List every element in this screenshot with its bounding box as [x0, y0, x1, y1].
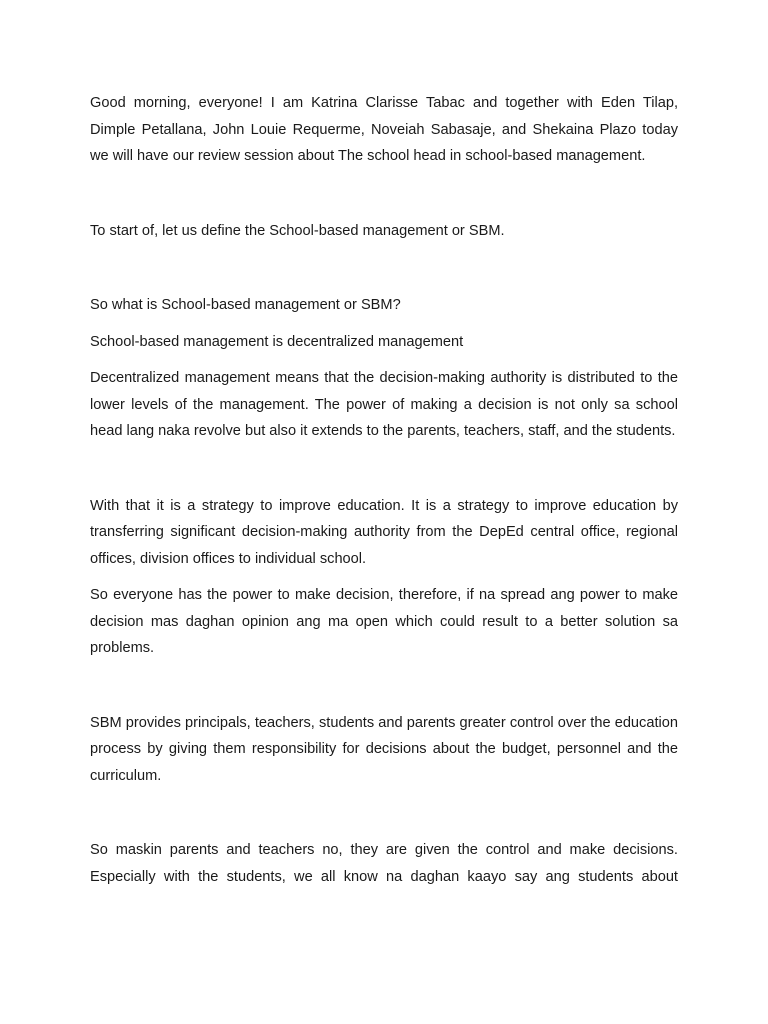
- paragraph-greeting: Good morning, everyone! I am Katrina Clarisse Tabac and together with Eden Tilap, Dimple Petallana, John Louie Requerme, Noveiah Sabasaje, and Shekaina Plazo today we will have our review session about The school head in school-based management.: [90, 95, 678, 164]
- paragraph-sbm-provides: SBM provides principals, teachers, students and parents greater control over the education process by giving them responsibility for decisions about the budget, personnel and the curriculum.: [90, 714, 678, 784]
- paragraph-power: So everyone has the power to make decision, therefore, if na spread ang power to make decision mas daghan opinion ang ma open which could result to a better solution sa problems.: [90, 587, 678, 656]
- paragraph-question-sbm: So what is School-based management or SBM?: [90, 297, 401, 313]
- paragraph-strategy: With that it is a strategy to improve education. It is a strategy to improve education by transferring significant decision-making authority from the DepEd central office, regional offices, division offices to individual school.: [90, 497, 678, 567]
- paragraph-sbm-definition: School-based management is decentralized management: [90, 333, 464, 350]
- paragraph-intro-sbm: To start of, let us define the School-based management or SBM.: [90, 222, 505, 239]
- document-body: [90, 90, 678, 890]
- paragraph-maskin: So maskin parents and teachers no, they are given the control and make decisions. Especially with the students, we all know na daghan kaayo say ang students about: [90, 842, 678, 885]
- paragraph-decentralized: Decentralized management means that the decision-making authority is distributed to the lower levels of the management. The power of making a decision is not only sa school head lang naka revolve but also it extends to the parents, teachers, staff, and the students.: [90, 370, 678, 439]
